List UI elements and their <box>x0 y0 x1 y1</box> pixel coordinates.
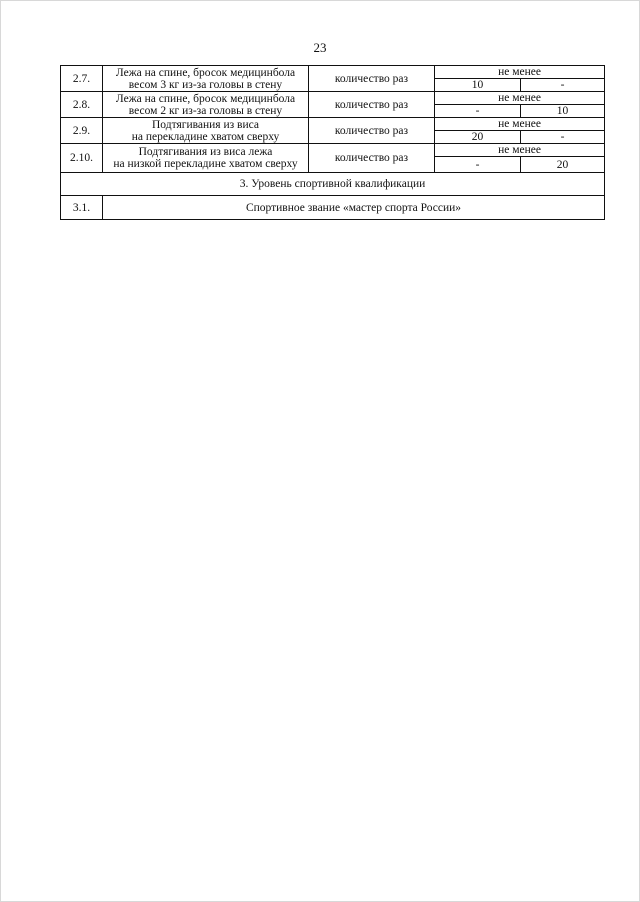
norm-value-right: 20 <box>521 157 605 173</box>
norm-header: не менее <box>435 118 605 131</box>
exercise-name <box>103 66 309 92</box>
section-title: 3. Уровень спортивной квалификации <box>61 173 605 196</box>
norm-value-right: - <box>521 79 605 92</box>
row-number: 2.7. <box>61 66 103 92</box>
section-row <box>61 173 605 196</box>
table-row <box>61 66 605 79</box>
unit-cell: количество раз <box>309 92 435 118</box>
table-row <box>61 144 605 157</box>
exercise-name-line: на перекладине хватом сверху <box>131 130 280 143</box>
norm-value-left: - <box>435 157 521 173</box>
standards-table <box>60 65 605 220</box>
table-row <box>61 92 605 105</box>
qualification-text: Спортивное звание «мастер спорта России» <box>103 196 605 220</box>
exercise-name-line: весом 2 кг из-за головы в стену <box>128 104 283 117</box>
unit-cell: количество раз <box>309 144 435 173</box>
table-row <box>61 118 605 131</box>
norm-value-left: 10 <box>435 79 521 92</box>
row-number: 2.10. <box>61 144 103 173</box>
page-number: 23 <box>313 40 327 55</box>
exercise-name-line: Подтягивания из виса лежа <box>138 146 273 158</box>
norm-value-left: 20 <box>435 131 521 144</box>
exercise-name-line: Лежа на спине, бросок медицинбола <box>115 66 296 79</box>
norm-value-left: - <box>435 105 521 118</box>
exercise-name-line: на низкой перекладине хватом сверху <box>113 158 298 170</box>
norm-value-right: 10 <box>521 105 605 118</box>
exercise-name-line: Подтягивания из виса <box>152 118 259 131</box>
norm-header: не менее <box>435 92 605 105</box>
row-number: 3.1. <box>61 196 103 220</box>
norm-header: не менее <box>435 66 605 79</box>
unit-cell: количество раз <box>309 66 435 92</box>
row-number: 2.9. <box>61 118 103 144</box>
exercise-name <box>103 144 309 173</box>
unit-cell: количество раз <box>309 118 435 144</box>
norm-value-right: - <box>521 131 605 144</box>
row-number: 2.8. <box>61 92 103 118</box>
table-row <box>61 196 605 220</box>
exercise-name <box>103 92 309 118</box>
exercise-name-line: весом 3 кг из-за головы в стену <box>128 78 283 91</box>
norm-header: не менее <box>435 144 605 157</box>
exercise-name-line: Лежа на спине, бросок медицинбола <box>115 92 296 105</box>
exercise-name <box>103 118 309 144</box>
